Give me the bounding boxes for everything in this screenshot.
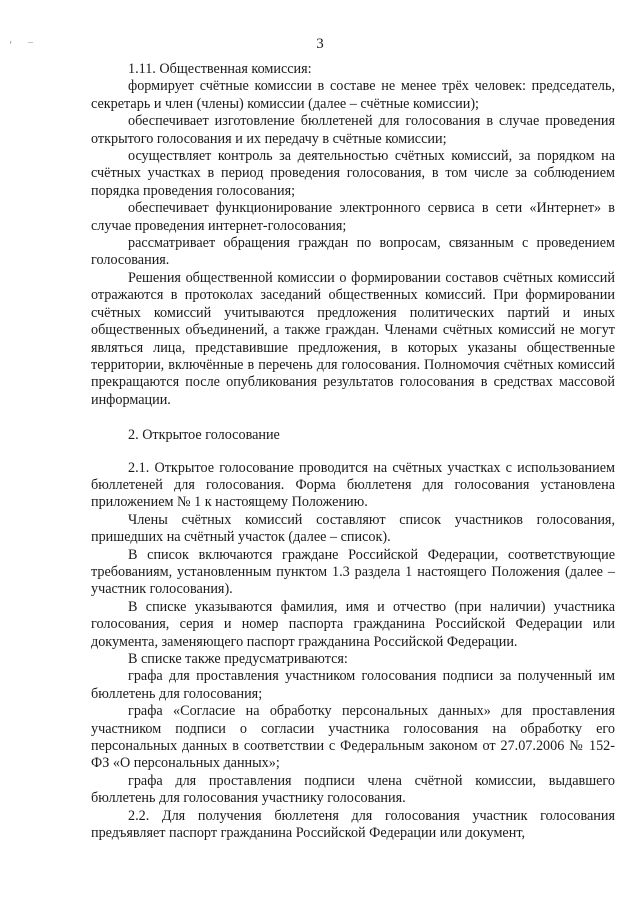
paragraph: 2.2. Для получения бюллетеня для голосования участник голосования предъявляет паспорт гражданина Российской Федерации или документ, [91, 807, 615, 842]
paragraph: графа для проставления подписи члена счётной комиссии, выдавшего бюллетень для голосования участнику голосования. [91, 772, 615, 807]
paragraph: графа «Согласие на обработку персональных данных» для проставления участником подписи о согласии участника голосования на обработку его персональных данных в соответствии с Федеральным законом от 27.07.2006 № 152-ФЗ «О персональных данных»; [91, 703, 615, 772]
section-1-11-title: 1.11. Общественная комиссия: [128, 61, 312, 77]
document-body [91, 61, 615, 842]
paragraph: графа для проставления участником голосования подписи за полученный им бюллетень для голосования; [91, 668, 615, 702]
paragraph: осуществляет контроль за деятельностью счётных комиссий, за порядком на счётных участках в период проведения голосования, в том числе за соблюдением порядка проведения голосования; [91, 148, 615, 199]
section-2-heading: 2. Открытое голосование [128, 427, 280, 444]
paragraph: В список включаются граждане Российской Федерации, соответствующие требованиям, установленным пунктом 1.3 раздела 1 настоящего Положения (далее – участник голосования). [91, 546, 615, 598]
paragraph: Решения общественной комиссии о формировании составов счётных комиссий отражаются в протоколах заседаний общественных комиссий. При формировании счётных комиссий учитываются предложения политических партий и иных общественных объединений, а также граждан. Членами счётных комиссий не могут являться лица, представившие предложения, в которых указаны общественные территории, включённые в перечень для голосования. Полномочия счётных комиссий прекращаются после опубликования результатов голосования в средствах массовой информации. [91, 269, 615, 408]
paragraph: обеспечивает функционирование электронного сервиса в сети «Интернет» в случае проведения интернет-голосования; [91, 200, 615, 234]
scan-mark: ¯ [28, 42, 33, 53]
paragraph: обеспечивает изготовление бюллетеней для голосования в случае проведения открытого голосования и их передачу в счётные комиссии; [91, 113, 615, 147]
scan-mark: ‘ [9, 40, 13, 51]
paragraph: 2.1. Открытое голосование проводится на счётных участках с использованием бюллетеней для голосования. Форма бюллетеня для голосования установлена приложением № 1 к настоящему Положению. [91, 459, 615, 511]
paragraph: Члены счётных комиссий составляют список участников голосования, пришедших на счётный участок (далее – список). [91, 511, 615, 546]
paragraph: формирует счётные комиссии в составе не менее трёх человек: председатель, секретарь и член (члены) комиссии (далее – счётные комиссии); [91, 78, 615, 112]
paragraph: рассматривает обращения граждан по вопросам, связанным с проведением голосования. [91, 235, 615, 269]
paragraph: В списке указываются фамилия, имя и отчество (при наличии) участника голосования, серия и номер паспорта гражданина Российской Федерации или документа, заменяющего паспорт гражданина Российской Федерации. [91, 598, 615, 650]
paragraph: В списке также предусматриваются: [128, 651, 348, 667]
page-number: 3 [316, 36, 324, 52]
